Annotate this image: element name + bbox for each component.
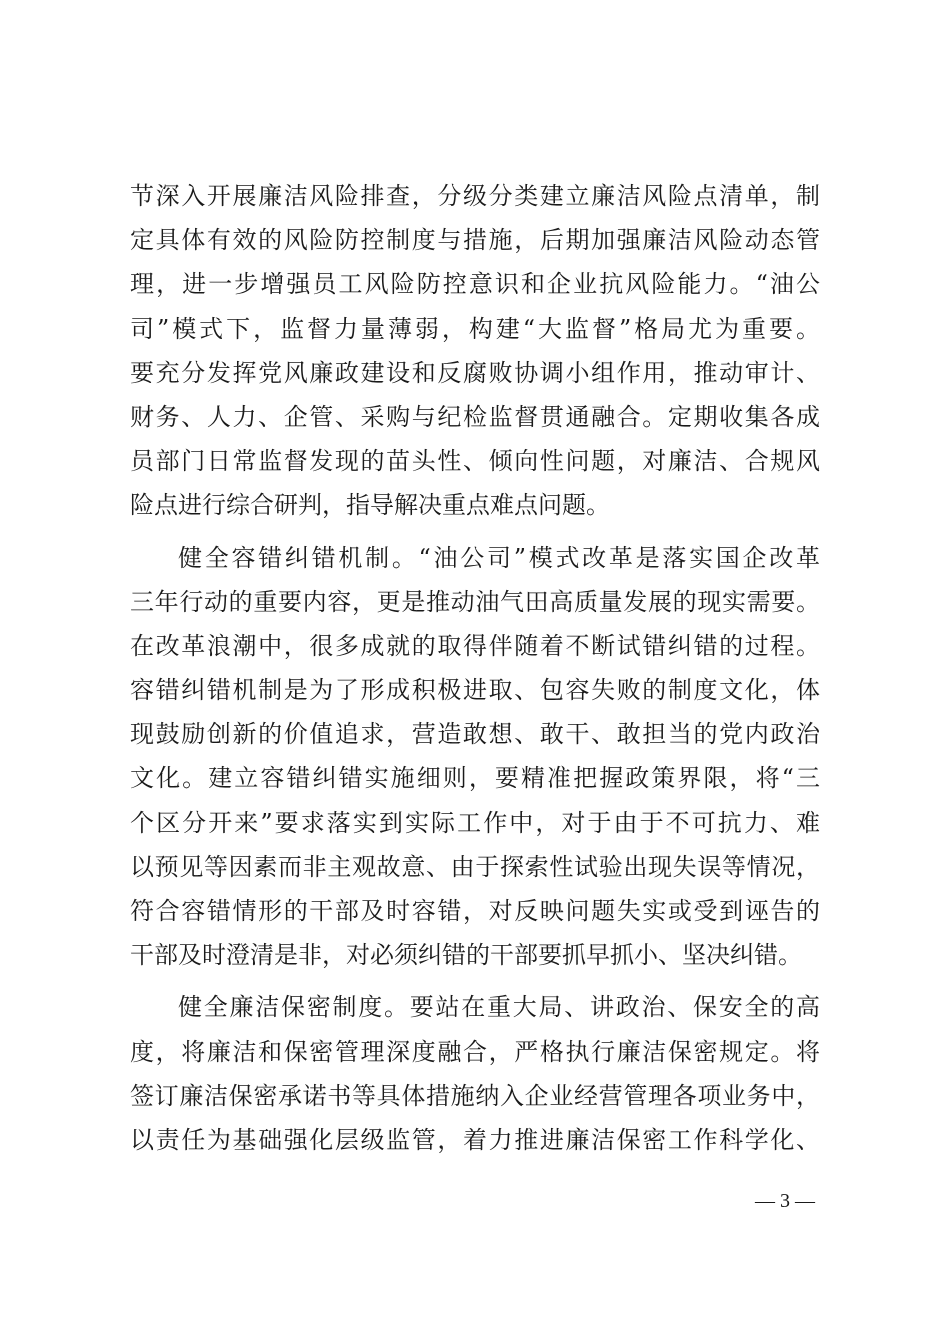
paragraph-spacer	[130, 528, 820, 536]
text-line: 健全容错纠错机制。“油公司”模式改革是落实国企改革	[178, 543, 820, 572]
text-line: 节深入开展廉洁风险排查，分级分类建立廉洁风险点清单，制	[130, 182, 820, 210]
text-line: 在改革浪潮中，很多成就的取得伴随着不断试错纠错的过程。	[130, 631, 820, 660]
text-line: 容错纠错机制是为了形成积极进取、包容失败的制度文化，体	[130, 676, 820, 705]
text-line: 定具体有效的风险防控制度与措施，后期加强廉洁风险动态管	[130, 226, 820, 255]
text-line: 符合容错情形的干部及时容错，对反映问题失实或受到诬告的	[130, 897, 820, 925]
text-line: 现鼓励创新的价值追求，营造敢想、敢干、敢担当的党内政治	[130, 720, 820, 749]
text-line: 干部及时澄清是非，对必须纠错的干部要抓早抓小、坚决纠错。	[130, 941, 802, 970]
paragraph-risk-prevention	[130, 174, 820, 528]
text-line: 签订廉洁保密承诺书等具体措施纳入企业经营管理各项业务中，	[130, 1081, 820, 1110]
text-line: 司”模式下，监督力量薄弱，构建“大监督”格局尤为重要。	[130, 314, 820, 343]
text-line: 员部门日常监督发现的苗头性、倾向性问题，对廉洁、合规风	[130, 447, 820, 476]
text-line: 以责任为基础强化层级监管，着力推进廉洁保密工作科学化、	[130, 1125, 820, 1154]
paragraph-error-tolerance	[130, 536, 820, 978]
text-line: 度，将廉洁和保密管理深度融合，严格执行廉洁保密规定。将	[130, 1037, 820, 1066]
text-line: 要充分发挥党风廉政建设和反腐败协调小组作用，推动审计、	[130, 358, 820, 387]
text-line: 个区分开来”要求落实到实际工作中，对于由于不可抗力、难	[130, 808, 820, 837]
text-line: 理，进一步增强员工风险防控意识和企业抗风险能力。“油公	[130, 270, 820, 299]
paragraph-spacer	[130, 977, 820, 985]
text-line: 三年行动的重要内容，更是推动油气田高质量发展的现实需要。	[130, 587, 820, 616]
text-line: 险点进行综合研判，指导解决重点难点问题。	[130, 491, 610, 520]
text-line: 以预见等因素而非主观故意、由于探索性试验出现失误等情况，	[130, 852, 820, 881]
paragraph-confidentiality	[130, 985, 820, 1162]
page-number: — 3 —	[755, 1190, 815, 1212]
text-line: 文化。建立容错纠错实施细则，要精准把握政策界限，将“三	[130, 764, 820, 793]
document-body	[130, 174, 820, 1162]
text-line: 财务、人力、企管、采购与纪检监督贯通融合。定期收集各成	[130, 402, 820, 431]
text-line: 健全廉洁保密制度。要站在重大局、讲政治、保安全的高	[178, 993, 820, 1022]
